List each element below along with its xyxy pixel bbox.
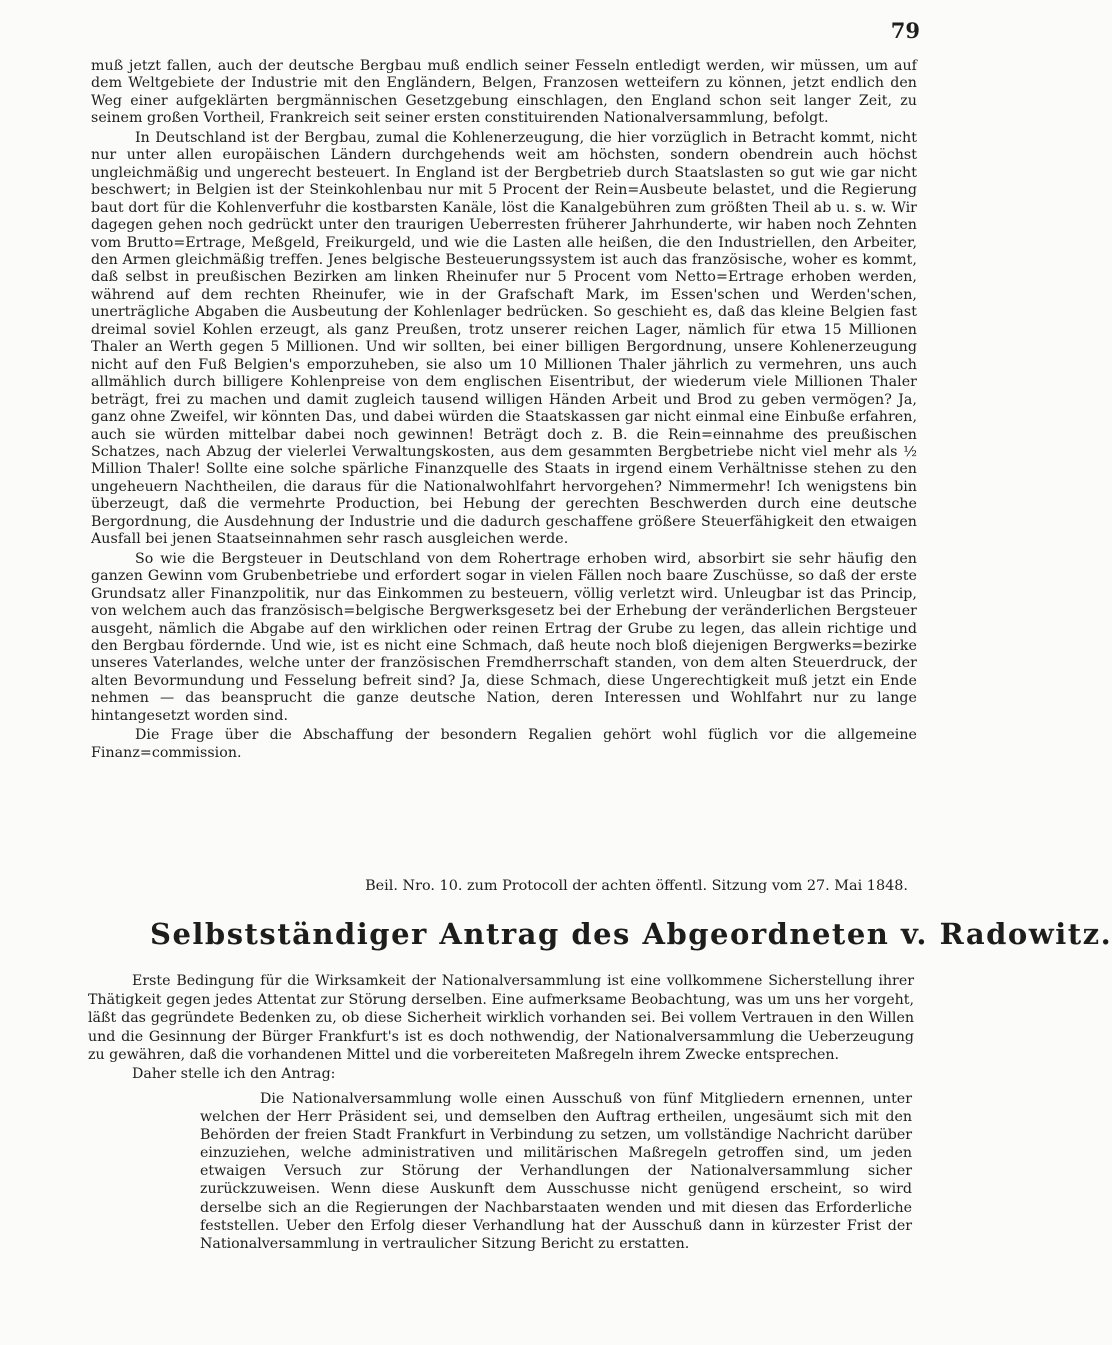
paragraph: Erste Bedingung für die Wirksamkeit der Nationalversammlung ist eine vollkommene Sicherstellung ihrer Thätigkeit gegen jedes Attentat zur Störung derselben. Eine aufmerksame Beobachtung, was um uns her vorgeht, läßt das gegründete Bedenken zu, ob diese Sicherheit wirklich vorhanden sei. Bei vollem Vertrauen in den Willen und die Gesinnung der Bürger Frankfurt's ist es doch nothwendig, der Nationalversammlung die Ueberzeugung zu gewähren, daß die vorhandenen Mittel und die vorbereiteten Maßregeln ihrem Zwecke entsprechen. <box>88 973 914 1063</box>
main-text <box>91 58 917 762</box>
paragraph: In Deutschland ist der Bergbau, zumal die Kohlenerzeugung, die hier vorzüglich in Betracht kommt, nicht nur unter allen europäischen Ländern durchgehends weit am höchsten, sondern obendrein auch höchst ungleichmäßig und ungerecht besteuert. In England ist der Bergbetrieb durch Staatslasten so gut wie gar nicht beschwert; in Belgien ist der Steinkohlenbau nur mit 5 Procent der Rein=Ausbeute belastet, und die Regierung baut dort für die Kohlenverfuhr die kostbarsten Kanäle, löst die Kanalgebühren zum größten Theil ab u. s. w. Wir dagegen gehen noch gedrückt unter den traurigen Ueberresten früherer Jahrhunderte, wir haben noch Zehnten vom Brutto=Ertrage, Meßgeld, Freikurgeld, und wie die Lasten alle heißen, die den Industriellen, den Arbeiter, den Armen gleichmäßig treffen. Jenes belgische Besteuerungssystem ist auch das französische, woher es kommt, daß selbst in preußischen Bezirken am linken Rheinufer nur 5 Procent vom Netto=Ertrage erhoben werden, während auf dem rechten Rheinufer, wie in der Grafschaft Mark, im Essen'schen und Werden'schen, unerträgliche Abgaben die Ausbeutung der Kohlenlager bedrücken. So geschieht es, daß das kleine Belgien fast dreimal soviel Kohlen erzeugt, als ganz Preußen, trotz unserer reichen Lager, nämlich für etwa 15 Millionen Thaler an Werth gegen 5 Millionen. Und wir sollten, bei einer billigen Bergordnung, unsere Kohlenerzeugung nicht auf den Fuß Belgien's emporzuheben, sie also um 10 Millionen Thaler jährlich zu vermehren, uns auch allmählich durch billigere Kohlenpreise von dem englischen Eisentribut, der wiederum viele Millionen Thaler beträgt, frei zu machen und damit zugleich tausend willigen Händen Arbeit und Brod zu geben vermögen? Ja, ganz ohne Zweifel, wir könnten Das, und dabei würden die Staatskassen gar nicht einmal eine Einbuße erfahren, auch sie würden mittelbar dabei noch gewinnen! Beträgt doch z. B. die Rein=einnahme des preußischen Schatzes, nach Abzug der vielerlei Verwaltungskosten, aus dem gesammten Bergbetriebe nicht viel mehr als ½ Million Thaler! Sollte eine solche spärliche Finanzquelle des Staats in irgend einem Verhältnisse stehen zu den ungeheuern Nachtheilen, die daraus für die Nationalwohlfahrt hervorgehen? Nimmermehr! Ich wenigstens bin überzeugt, daß die vermehrte Production, bei Hebung der gerechten Beschwerden durch eine deutsche Bergordnung, die Ausdehnung der Industrie und die dadurch geschaffene größere Steuerfähigkeit den etwaigen Ausfall bei jenen Staatseinnahmen sehr rasch ausgleichen werde. <box>91 129 917 548</box>
attribution-line: Beil. Nro. 10. zum Protocoll der achten öffentl. Sitzung vom 27. Mai 1848. <box>365 878 908 894</box>
proposal-text <box>200 1090 912 1253</box>
paragraph: Daher stelle ich den Antrag: <box>132 1065 336 1082</box>
paragraph: So wie die Bergsteuer in Deutschland von dem Rohertrage erhoben wird, absorbirt sie sehr häufig den ganzen Gewinn vom Grubenbetriebe und erfordert sogar in vielen Fällen noch baare Zuschüsse, so daß der erste Grundsatz aller Finanzpolitik, nur das Einkommen zu besteuern, völlig verletzt wird. Unleugbar ist das Princip, von welchem auch das französisch=belgische Bergwerksgesetz bei der Erhebung der veränderlichen Bergsteuer ausgeht, nämlich die Abgabe auf den wirklichen oder reinen Ertrag der Grube zu legen, das allein richtige und den Bergbau fördernde. Und wie, ist es nicht eine Schmach, daß heute noch bloß diejenigen Bergwerks=bezirke unseres Vaterlandes, welche unter der französischen Fremdherrschaft standen, von dem alten Steuerdruck, der alten Bevormundung und Fesselung befreit sind? Ja, diese Schmach, diese Ungerechtigkeit muß jetzt ein Ende nehmen — das beansprucht die ganze deutsche Nation, deren Interessen und Wohlfahrt nur zu lange hintangesetzt worden sind. <box>91 550 917 724</box>
paragraph: muß jetzt fallen, auch der deutsche Bergbau muß endlich seiner Fesseln entledigt werden, wir müssen, um auf dem Weltgebiete der Industrie mit den Engländern, Belgen, Franzosen wetteifern zu können, jetzt endlich den Weg einer aufgeklärten bergmännischen Gesetzgebung einschlagen, den England schon seit langer Zeit, zu seinem großen Vortheil, Frankreich seit seiner ersten constituirenden Nationalversammlung, befolgt. <box>91 58 917 127</box>
page-number: 79 <box>890 18 920 43</box>
paragraph: Die Frage über die Abschaffung der besondern Regalien gehört wohl füglich vor die allgemeine Finanz=commission. <box>91 727 917 761</box>
section-heading: Selbstständiger Antrag des Abgeordneten v. Radowitz. <box>150 917 1112 951</box>
proposal-paragraph: Die Nationalversammlung wolle einen Ausschuß von fünf Mitgliedern ernennen, unter welchen der Herr Präsident sei, und demselben den Auftrag ertheilen, ungesäumt sich mit den Behörden der freien Stadt Frankfurt in Verbindung zu setzen, um vollständige Nachricht darüber einzuziehen, welche administrativen und militärischen Maßregeln getroffen sind, um jeden etwaigen Versuch zur Störung der Verhandlungen der Nationalversammlung sicher zurückzuweisen. Wenn diese Auskunft dem Ausschusse nicht genügend erscheint, so wird derselbe sich an die Regierungen der Nachbarstaaten wenden und mit diesen das Erforderliche feststellen. Ueber den Erfolg dieser Verhandlung hat der Ausschuß dann in kürzester Frist der Nationalversammlung in vertraulicher Sitzung Bericht zu erstatten. <box>200 1091 912 1252</box>
motion-text <box>88 972 914 1083</box>
